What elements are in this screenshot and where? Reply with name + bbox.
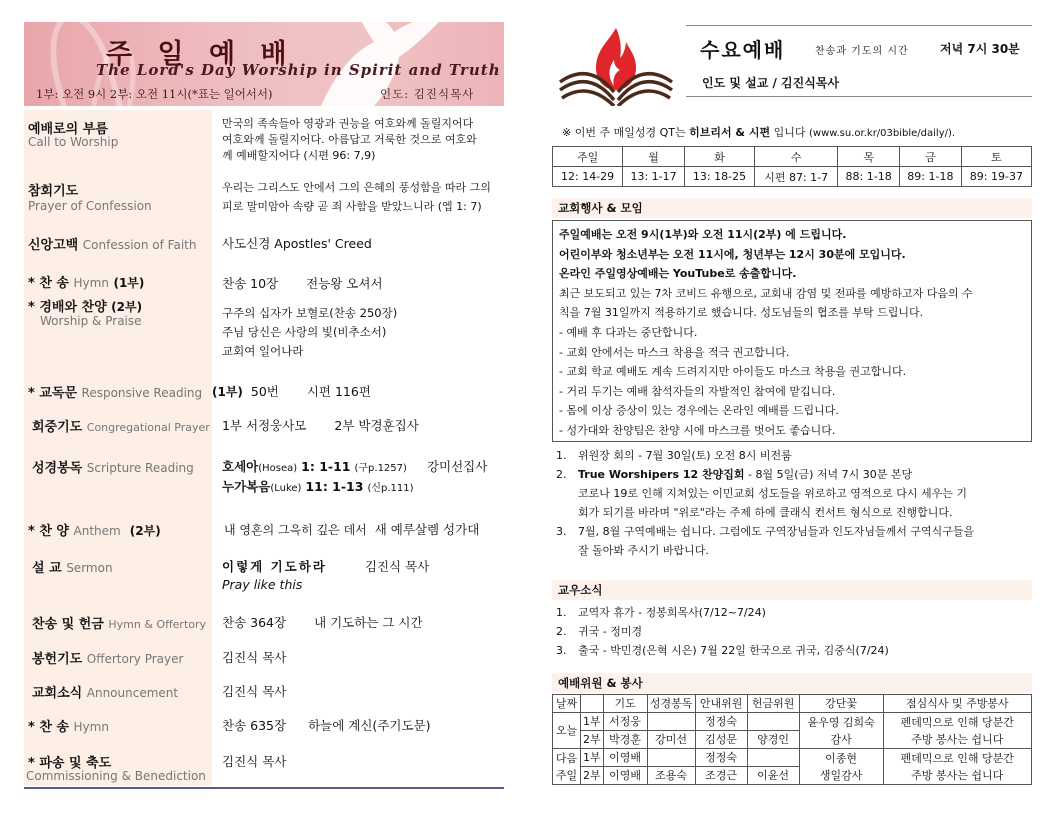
table-row: 2부 이영배 조용숙 조경근 이윤선 [553,767,1032,785]
sermon-title: 이렇게 기도하라 김진식 목사 [222,559,430,574]
table-row: 오늘 1부 서정웅 정정숙 윤우영 김희숙 감사 펜데믹으로 인해 당분간 주방 봉사는 쉽니다 [553,713,1032,731]
item-label: 성경봉독 Scripture Reading [32,461,194,476]
item-content: 만국의 족속들아 영광과 권능을 여호와께 돌릴지어다 여호와께 돌릴지어다. 아름답고 거룩한 것으로 여호와 께 예배할지어다 (시편 96: 7,9) [222,117,477,162]
staff-heading: 예배위원 & 봉사 [552,673,1032,693]
item-content: 김진식 목사 [222,684,287,699]
item-content: 찬송 635장 하늘에 계신(주기도문) [222,718,431,733]
bible-flame-logo-icon [550,20,682,106]
wednesday-time: 저녁 7시 30분 [940,42,1020,56]
qt-schedule-table [552,146,1032,187]
item-content: 김진식 목사 [222,650,287,665]
reading-2: 누가복음(Luke) 11: 1-13 (신p.111) [222,479,414,494]
item-label: * 찬 양 Anthem (2부) [28,524,161,539]
news-page: 수요예배 찬송과 기도의 시간 저녁 7시 30분 인도 및 설교 / 김진식목사 ※ 이번 주 매일성경 QT는 히브리서 & 시편 입니다 (www.su.or.kr/03bible/daily/). 주일 월 화 수 목 금 토 12: 14-29 13: 1-17 13: 18-25 시편 87: 1-7 88: 1-18 89: 1-18 89: 19-37 교회행사 & 모임 주일예배는 오전 9시(1부)와 오전 11시(2부) 에 드립니다. 어린이부와 청소년부는 오전 11시에, 청년부는 12시 30분에 모입니다. 온라인 주일영상예배는 YouTube로 송출합니다. 최근 보도되고 있는 7차 코비드 유행으로, 교회내 감염 및 전파를 예방하고자 다음의 수 칙을 7월 31일까지 적용하기로 했습니다. 성도님들의 협조를 부탁 드립니다. - 예배 후 다과는 중단합니다. - 교회 안에서는 마스크 착용을 적극 권고합니다. - 교회 학교 예배도 계속 드려지지만 아이들도 마스크 착용을 권고합니다. - 거리 두기는 예배 참석자들의 자발적인 참여에 맡깁니다. - 몸에 이상 증상이 있는 경우에는 온라인 예배를 드립니다. - 성가대와 찬양팀은 찬양 시에 마스크를 벗어도 좋습니다. 1. 위원장 회의 - 7월 30일(토) 오전 8시 비전룸 2. True Worshipers 12 찬양집회 - 8월 5일(금) 저녁 7시 30분 본당 코로나 19로 인해 지쳐있는 이민교회 성도들을 위로하고 영적으로 다시 세우는 기 회가 되기를 바라며 "위로"라는 주제 하에 클래식 컨서트 형식으로 진행합니다. 3. 7월, 8월 구역예배는 쉽니다. 그럼에도 구역장님들과 인도자님들께서 구역식구들을 잘 돌아봐 주시기 바랍니다. 교우소식 1. 교역자 휴가 - 정봉희목사(7/12~7/24) 2. 귀국 - 정미경 3. 출국 - 박민경(은혁 시은) 7월 22일 한국으로 귀국, 김중식(7/24) 예배위원 & 봉사 날짜 기도 성경봉독 안내위원 헌금위원 강단꽃 점심식사 및 주방봉사 오늘 1부 서정웅 정정숙 윤우영 김희숙 감사 펜데믹으로 인해 당분간 주방 봉사는 쉽니다 2부 박경훈 강미선 김성문 양경인 다음 주일 1부 이영배 정정숙 이종현 생일감사 펜데믹으로 인해 당분간 주방 봉사는 쉽니다 2부 이영배 조용숙 조경근 이윤선 [550,20,1032,796]
item-content: 찬송 10장 전능왕 오셔서 [222,276,383,291]
item-content: 구주의 십자가 보혈로(찬송 250장) 주님 당신은 사랑의 빛(비추소서) 교회여 일어나라 [222,306,398,358]
staff-table [552,694,1032,785]
table-row: 주일 월 화 수 목 금 토 [553,147,1032,167]
item-content: 내 영혼의 그윽히 깊은 데서 새 예루살렘 성가대 [224,522,480,537]
item-content: 사도신경 Apostles' Creed [222,236,372,251]
item-label: * 찬 송 Hymn (1부) [28,276,145,291]
item-label: 예배로의 부름 [28,122,108,137]
item-label: * 찬 송 Hymn [28,720,109,735]
item-label-en: Prayer of Confession [28,199,152,213]
sunday-subtitle: The Lord's Day Worship in Spirit and Truth [96,61,501,79]
reading-1: 호세아(Hosea) 1: 1-11 (구p.1257) 강미선집사 [222,459,488,474]
wednesday-subtitle: 찬송과 기도의 시간 [815,46,909,57]
item-content: 1부 서정웅사모 2부 박경훈집사 [222,418,419,433]
table-row: 12: 14-29 13: 1-17 13: 18-25 시편 87: 1-7 88: 1-18 89: 1-18 89: 19-37 [553,167,1032,187]
sunday-title: 주 일 예 배 [106,39,295,70]
table-row: 다음 주일 1부 이영배 정정숙 이종현 생일감사 펜데믹으로 인해 당분간 주방 봉사는 쉽니다 [553,749,1032,767]
header-rule [686,96,1032,97]
page-divider [24,787,504,789]
item-content: 찬송 364장 내 기도하는 그 시간 [222,615,423,630]
item-label: * 파송 및 축도 [28,756,112,771]
item-content: 김진식 목사 [222,754,287,769]
wednesday-leader: 인도 및 설교 / 김진식목사 [702,76,840,90]
sunday-worship-page [24,22,504,790]
service-leader: 인도: 김진식목사 [380,87,475,101]
item-label: * 교독문 Responsive Reading [28,386,203,401]
item-content: (1부) 50번 시편 116편 [212,384,371,399]
item-label: * 경배와 찬양 (2부) [28,300,143,315]
sermon-title-en: Pray like this [222,577,303,592]
table-header-row: 날짜 기도 성경봉독 안내위원 헌금위원 강단꽃 점심식사 및 주방봉사 [553,695,1032,713]
qt-notice: ※ 이번 주 매일성경 QT는 히브리서 & 시편 입니다 (www.su.or.kr/03bible/daily/). [562,126,956,139]
item-label-en: Commissioning & Benediction [26,769,206,783]
item-label: 찬송 및 헌금 Hymn & Offertory [32,617,207,632]
item-label: 봉헌기도 Offertory Prayer [32,652,184,667]
header-rule [686,25,1032,26]
item-label: 설 교 Sermon [32,561,113,576]
table-row: 2부 박경훈 강미선 김성문 양경인 [553,731,1032,749]
item-label-en: Worship & Praise [40,314,142,328]
members-heading: 교우소식 [552,580,1032,600]
item-label: 신앙고백 Confession of Faith [28,238,197,253]
item-content: 우리는 그리스도 안에서 그의 은혜의 풍성함을 따라 그의 피로 말미암아 속량 곧 죄 사함을 받았느니라 (엡 1: 7) [222,181,491,213]
item-label-en: Call to Worship [28,135,119,149]
item-label: 회중기도 Congregational Prayer [32,420,210,435]
service-times: 1부: 오전 9시 2부: 오전 11시(*표는 일어서서) [36,87,273,101]
sunday-banner [24,22,504,106]
item-label: 참회기도 [28,184,79,199]
events-notice-box: 주일예배는 오전 9시(1부)와 오전 11시(2부) 에 드립니다. 어린이부와 청소년부는 오전 11시에, 청년부는 12시 30분에 모입니다. 온라인 주일영상예배는 YouTube로 송출합니다. 최근 보도되고 있는 7차 코비드 유행으로, 교회내 감염 및 전파를 예방하고자 다음의 수 칙을 7월 31일까지 적용하기로 했습니다. 성도님들의 협조를 부탁 드립니다. - 예배 후 다과는 중단합니다. - 교회 안에서는 마스크 착용을 적극 권고합니다. - 교회 학교 예배도 계속 드려지지만 아이들도 마스크 착용을 권고합니다. - 거리 두기는 예배 참석자들의 자발적인 참여에 맡깁니다. - 몸에 이상 증상이 있는 경우에는 온라인 예배를 드립니다. - 성가대와 찬양팀은 찬양 시에 마스크를 벗어도 좋습니다. [552,220,1032,442]
wednesday-title: 수요예배 [700,38,786,62]
events-heading: 교회행사 & 모임 [552,198,1032,218]
item-label: 교회소식 Announcement [32,686,179,701]
